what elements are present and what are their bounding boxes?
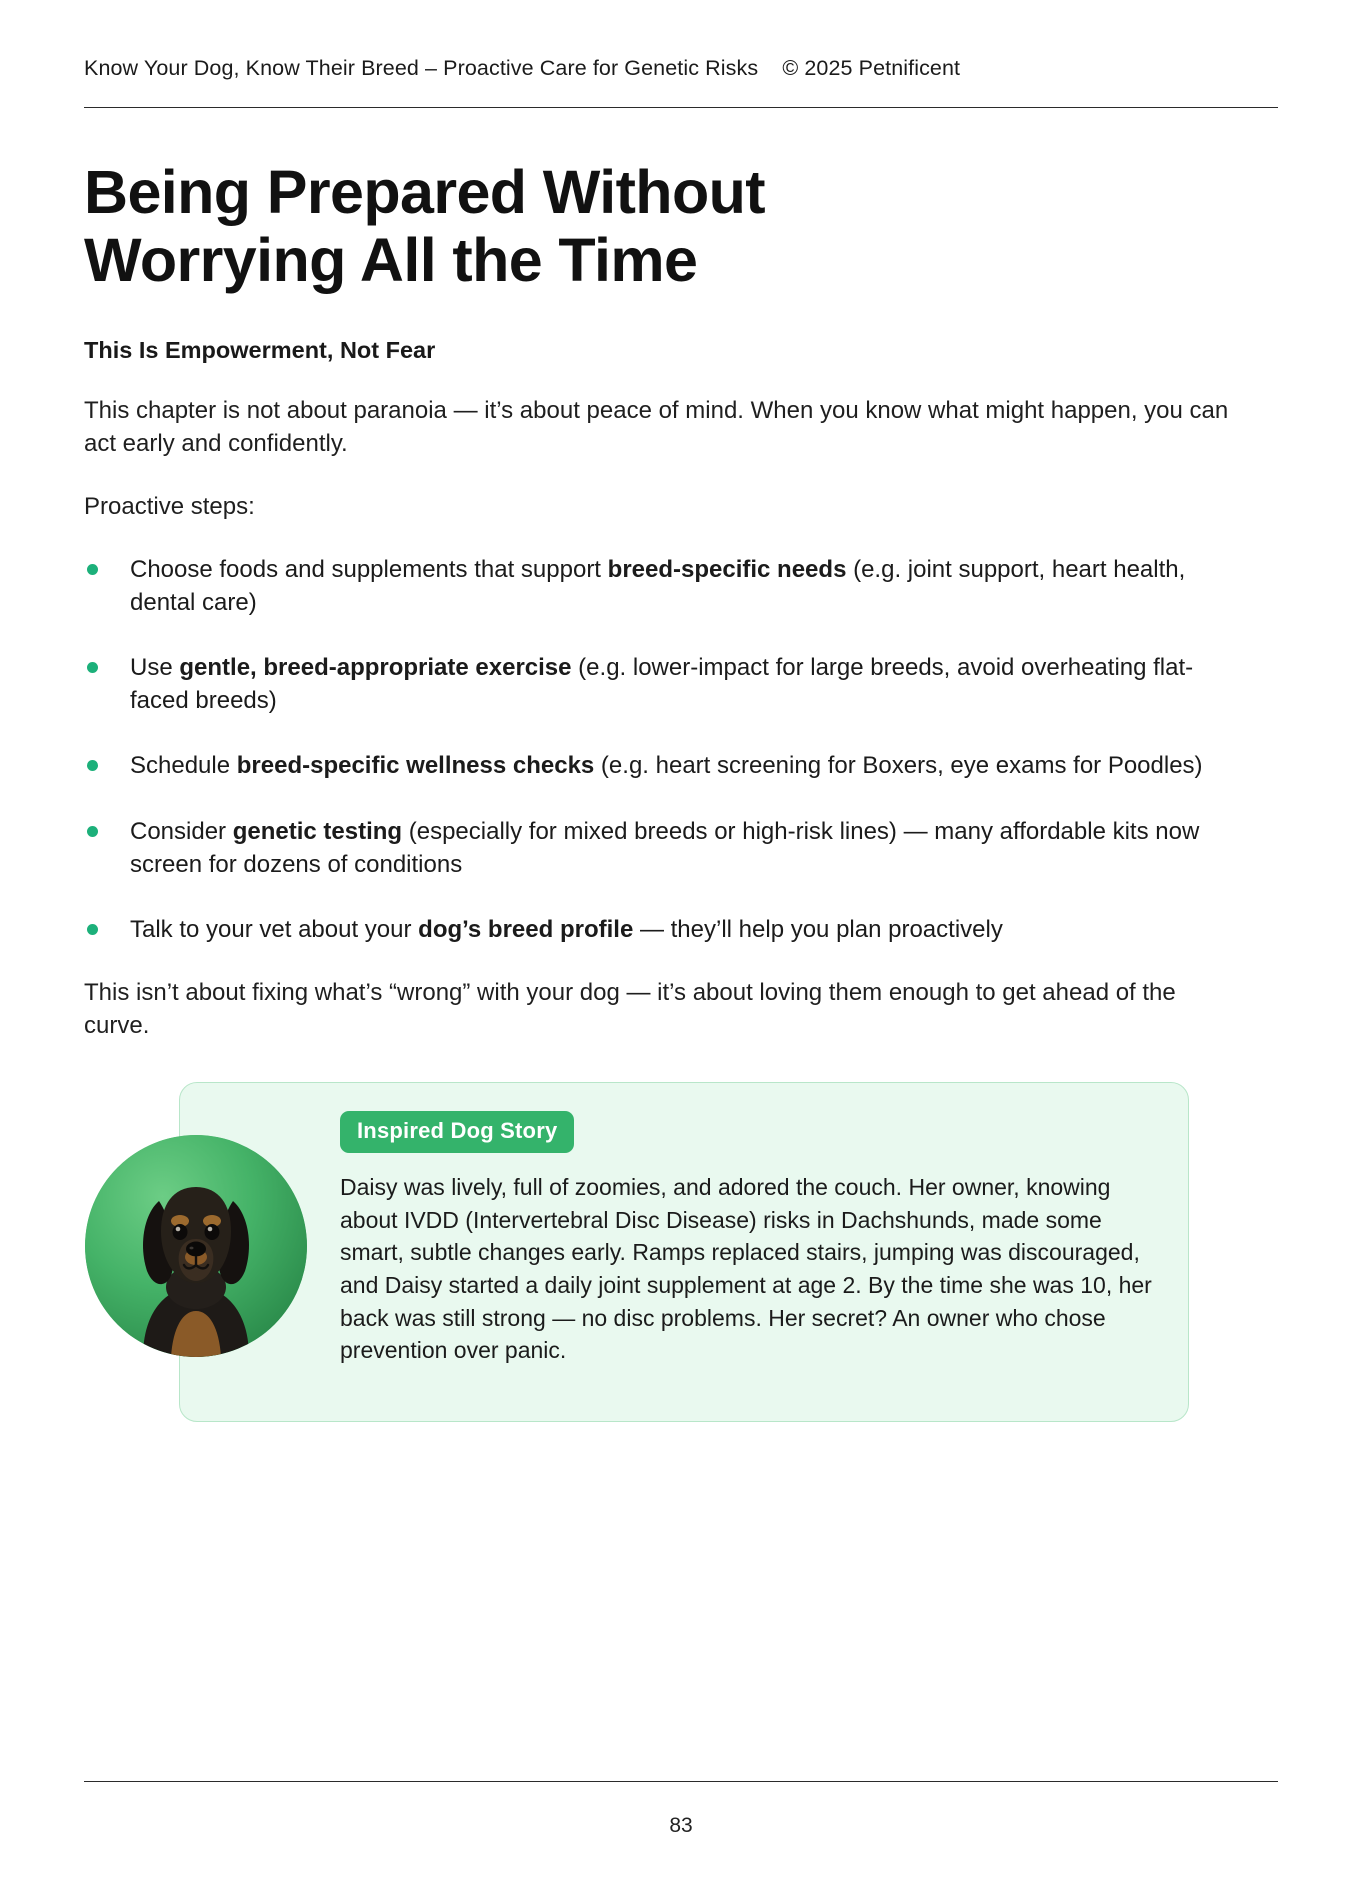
steps-label: Proactive steps: <box>84 492 255 520</box>
story-text: Daisy was lively, full of zoomies, and adored the couch. Her owner, knowing about IVDD (Intervertebral Disc Disease) risks in Dachshunds, made some smart, subtle changes early. Ramps replaced stairs, jumping was discouraged, and Daisy started a daily joint supplement at age 2. By the time she was 10, her back was still strong — no disc problems. Her secret? An owner who chose prevention over panic. <box>340 1174 1152 1364</box>
list-item-tail: — they’ll help you plan proactively <box>633 915 1003 943</box>
list-item-emphasis: breed-specific wellness checks <box>236 752 595 780</box>
bullet-dot-icon <box>87 760 98 771</box>
list-item-tail: (especially for mixed breeds or high-risk lines) — many affordable kits now screen for dozens of conditions <box>130 817 1200 878</box>
list-item-lead: Use <box>130 654 180 682</box>
page-number: 83 <box>669 1814 693 1837</box>
list-item-emphasis: genetic testing <box>232 817 403 845</box>
running-head-copyright: © 2025 Petnificent <box>782 56 961 80</box>
inspired-dog-story-callout <box>179 1082 1189 1422</box>
list-item-lead: Choose foods and supplements that support <box>130 555 608 583</box>
running-head-title: Know Your Dog, Know Their Breed – Proactive Care for Genetic Risks <box>84 56 759 80</box>
list-item-emphasis: gentle, breed-appropriate exercise <box>179 654 572 682</box>
running-head <box>84 0 1278 81</box>
list-item <box>84 913 1214 946</box>
bullet-dot-icon <box>87 924 98 935</box>
closing-paragraph: This isn’t about fixing what’s “wrong” with your dog — it’s about loving them enough to get ahead of the curve. <box>84 978 1176 1039</box>
list-item-emphasis: breed-specific needs <box>607 555 847 583</box>
footer-divider <box>84 1781 1278 1782</box>
proactive-steps-list <box>84 553 1278 946</box>
page-title: Being Prepared Without Worrying All the Time <box>84 158 766 295</box>
section-subheading: This Is Empowerment, Not Fear <box>84 336 436 363</box>
list-item-tail: (e.g. joint support, heart health, dental care) <box>130 555 1186 617</box>
header-divider <box>84 107 1278 108</box>
list-item-tail: (e.g. heart screening for Boxers, eye exams for Poodles) <box>594 752 1203 780</box>
list-item-lead: Consider <box>130 817 233 845</box>
list-item-emphasis: dog’s breed profile <box>418 915 634 943</box>
list-item-tail: (e.g. lower-impact for large breeds, avoid overheating flat-faced breeds) <box>130 654 1194 715</box>
bullet-dot-icon <box>87 662 98 673</box>
bullet-dot-icon <box>87 826 98 837</box>
list-item <box>84 651 1214 717</box>
list-item <box>84 553 1214 619</box>
list-item-lead: Talk to your vet about your <box>130 915 419 943</box>
dachshund-portrait-photo-icon <box>85 1135 307 1357</box>
status-badge: Inspired Dog Story <box>340 1111 574 1153</box>
bullet-dot-icon <box>87 564 98 575</box>
list-item <box>84 815 1214 881</box>
intro-paragraph: This chapter is not about paranoia — it’s about peace of mind. When you know what might happen, you can act early and confidently. <box>84 396 1229 457</box>
list-item-lead: Schedule <box>130 752 237 780</box>
list-item <box>84 749 1214 782</box>
